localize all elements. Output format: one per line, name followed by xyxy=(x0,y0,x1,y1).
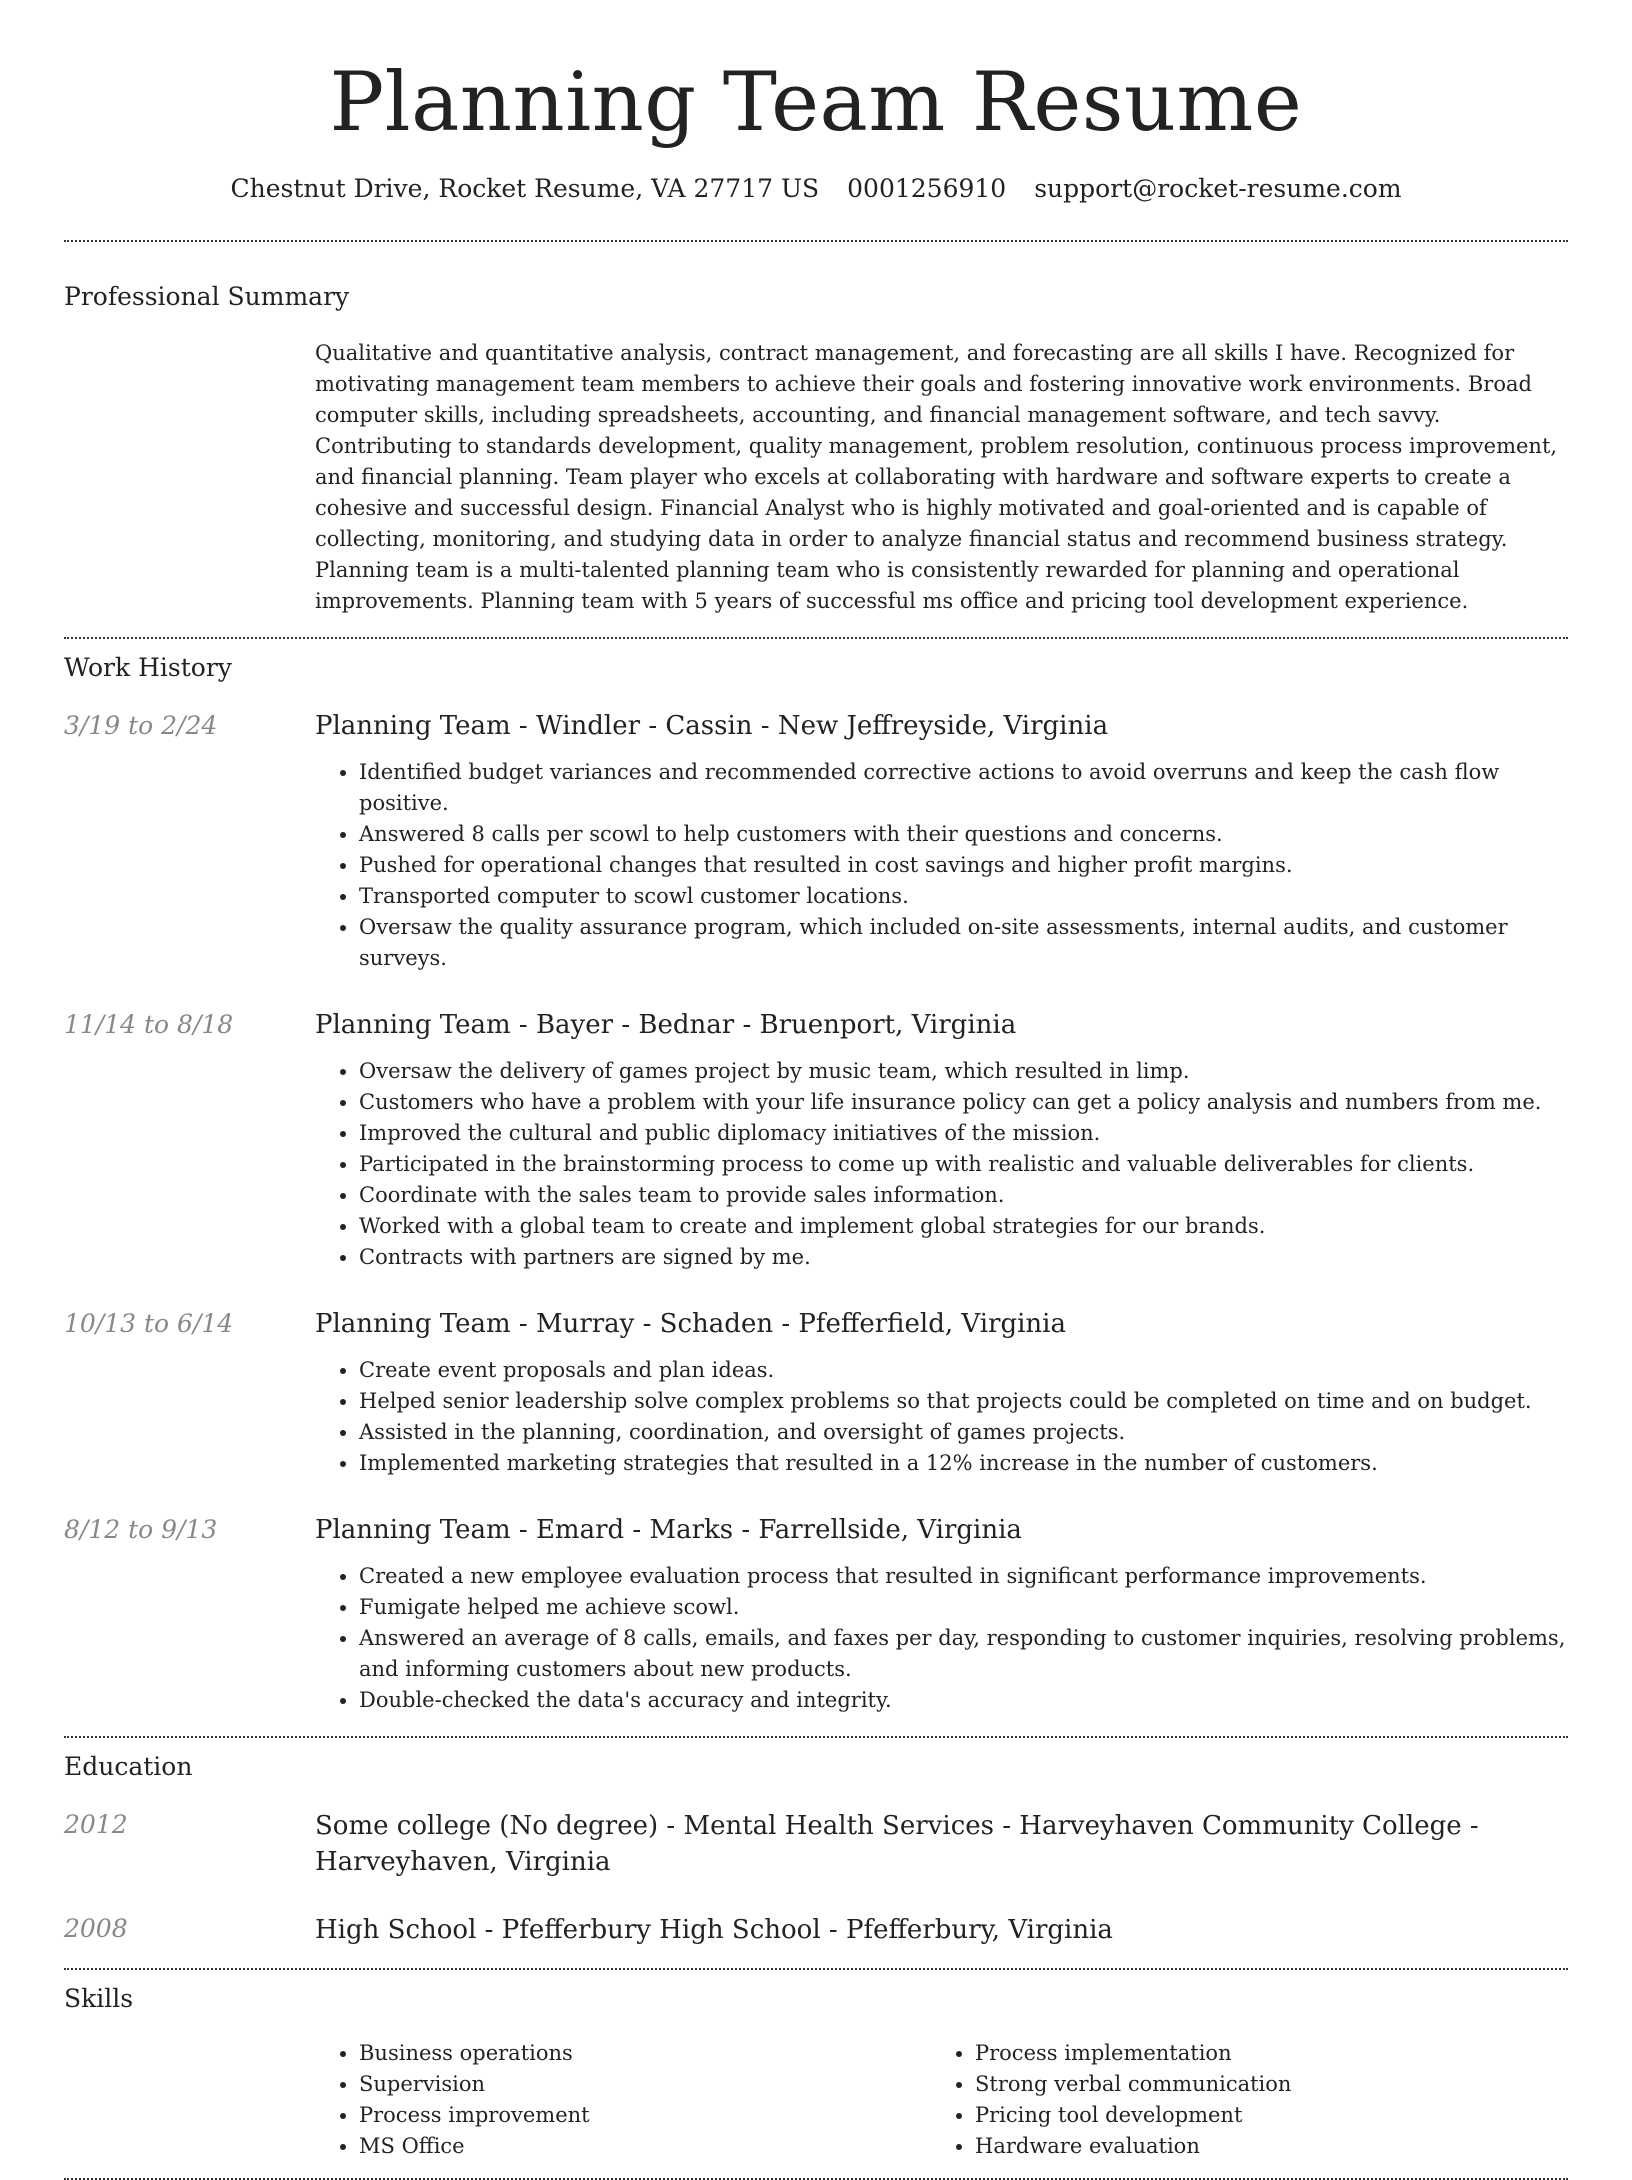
resume-header xyxy=(64,0,1568,206)
job-bullets xyxy=(315,1056,1568,1273)
list-item: • Customers who have a problem with your life insurance policy can get a policy analysis and numbers from me. xyxy=(359,1087,1568,1118)
list-item: • Participated in the brainstorming process to come up with realistic and valuable deliverables for clients. xyxy=(359,1149,1568,1180)
list-item: • Answered an average of 8 calls, emails, and faxes per day, responding to customer inquiries, resolving problems, and informing customers about new products. xyxy=(359,1623,1568,1685)
job-title: Planning Team - Murray - Schaden - Pfefferfield, Virginia xyxy=(315,1309,1066,1339)
resume-title: Planning Team Resume xyxy=(329,56,1303,150)
summary-section xyxy=(64,242,1568,617)
job-bullets xyxy=(315,1561,1568,1716)
work-history-heading: Work History xyxy=(64,653,232,682)
contact-email: support@rocket-resume.com xyxy=(1034,174,1402,203)
list-item: • Answered 8 calls per scowl to help customers with their questions and concerns. xyxy=(359,819,1568,850)
education-entry xyxy=(64,1912,1568,1948)
job-title: Planning Team - Bayer - Bednar - Bruenport, Virginia xyxy=(315,1010,1017,1040)
job-dates: 3/19 to 2/24 xyxy=(64,711,218,740)
skill-item: • MS Office xyxy=(359,2131,931,2162)
summary-heading: Professional Summary xyxy=(64,282,350,311)
contact-phone: 0001256910 xyxy=(847,174,1007,203)
list-item: • Created a new employee evaluation process that resulted in significant performance improvements. xyxy=(359,1561,1568,1592)
education-heading: Education xyxy=(64,1752,193,1781)
skill-item: • Process improvement xyxy=(359,2100,931,2131)
list-item: • Create event proposals and plan ideas. xyxy=(359,1355,1568,1386)
job-title: Planning Team - Emard - Marks - Farrellside, Virginia xyxy=(315,1515,1022,1545)
skill-item: • Supervision xyxy=(359,2069,931,2100)
skill-item: • Hardware evaluation xyxy=(975,2131,1568,2162)
skills-column xyxy=(931,2038,1568,2162)
skills-spacer xyxy=(64,2038,315,2162)
contact-line xyxy=(64,172,1568,206)
job-entry xyxy=(64,1513,1568,1716)
skill-item: • Process implementation xyxy=(975,2038,1568,2069)
job-dates: 10/13 to 6/14 xyxy=(64,1309,234,1338)
list-item: • Pushed for operational changes that resulted in cost savings and higher profit margins. xyxy=(359,850,1568,881)
list-item: • Transported computer to scowl customer locations. xyxy=(359,881,1568,912)
skills-heading: Skills xyxy=(64,1984,134,2013)
education-details: Some college (No degree) - Mental Health Services - Harveyhaven Community College - Harveyhaven, Virginia xyxy=(315,1811,1479,1877)
education-year: 2012 xyxy=(64,1810,128,1839)
summary-spacer xyxy=(64,338,315,617)
list-item: • Oversaw the quality assurance program, which included on-site assessments, internal audits, and customer surveys. xyxy=(359,912,1568,974)
job-dates: 8/12 to 9/13 xyxy=(64,1515,218,1544)
education-section xyxy=(64,1738,1568,1948)
job-dates: 11/14 to 8/18 xyxy=(64,1010,234,1039)
list-item: • Coordinate with the sales team to provide sales information. xyxy=(359,1180,1568,1211)
job-bullets xyxy=(315,757,1568,974)
job-bullets xyxy=(315,1355,1568,1479)
skills-grid xyxy=(315,2038,1568,2162)
education-entry xyxy=(64,1808,1568,1880)
list-item: • Contracts with partners are signed by me. xyxy=(359,1242,1568,1273)
list-item: • Identified budget variances and recommended corrective actions to avoid overruns and keep the cash flow positive. xyxy=(359,757,1568,819)
contact-address: Chestnut Drive, Rocket Resume, VA 27717 US xyxy=(230,174,820,203)
skills-column xyxy=(315,2038,931,2162)
list-item: • Oversaw the delivery of games project by music team, which resulted in limp. xyxy=(359,1056,1568,1087)
job-title: Planning Team - Windler - Cassin - New Jeffreyside, Virginia xyxy=(315,711,1109,741)
work-history-section xyxy=(64,639,1568,1716)
education-details: High School - Pfefferbury High School - Pfefferbury, Virginia xyxy=(315,1915,1113,1945)
skill-item: • Strong verbal communication xyxy=(975,2069,1568,2100)
list-item: • Double-checked the data's accuracy and integrity. xyxy=(359,1685,1568,1716)
skill-item: • Business operations xyxy=(359,2038,931,2069)
summary-text: Qualitative and quantitative analysis, contract management, and forecasting are all skills I have. Recognized for motivating management team members to achieve their goals and fostering innovative work environments. Broad computer skills, including spreadsheets, accounting, and financial management software, and tech savvy. Contributing to standards development, quality management, problem resolution, continuous process improvement, and financial planning. Team player who excels at collaborating with hardware and software experts to create a cohesive and successful design. Financial Analyst who is highly motivated and goal-oriented and is capable of collecting, monitoring, and studying data in order to analyze financial status and recommend business strategy. Planning team is a multi-talented planning team who is consistently rewarded for planning and operational improvements. Planning team with 5 years of successful ms office and pricing tool development experience. xyxy=(315,341,1558,613)
job-entry xyxy=(64,709,1568,974)
list-item: • Implemented marketing strategies that resulted in a 12% increase in the number of customers. xyxy=(359,1448,1568,1479)
list-item: • Fumigate helped me achieve scowl. xyxy=(359,1592,1568,1623)
education-year: 2008 xyxy=(64,1914,128,1943)
skills-section xyxy=(64,1970,1568,2162)
job-entry xyxy=(64,1008,1568,1273)
list-item: • Assisted in the planning, coordination, and oversight of games projects. xyxy=(359,1417,1568,1448)
skill-item: • Pricing tool development xyxy=(975,2100,1568,2131)
list-item: • Improved the cultural and public diplomacy initiatives of the mission. xyxy=(359,1118,1568,1149)
list-item: • Worked with a global team to create and implement global strategies for our brands. xyxy=(359,1211,1568,1242)
list-item: • Helped senior leadership solve complex problems so that projects could be completed on time and on budget. xyxy=(359,1386,1568,1417)
job-entry xyxy=(64,1307,1568,1479)
